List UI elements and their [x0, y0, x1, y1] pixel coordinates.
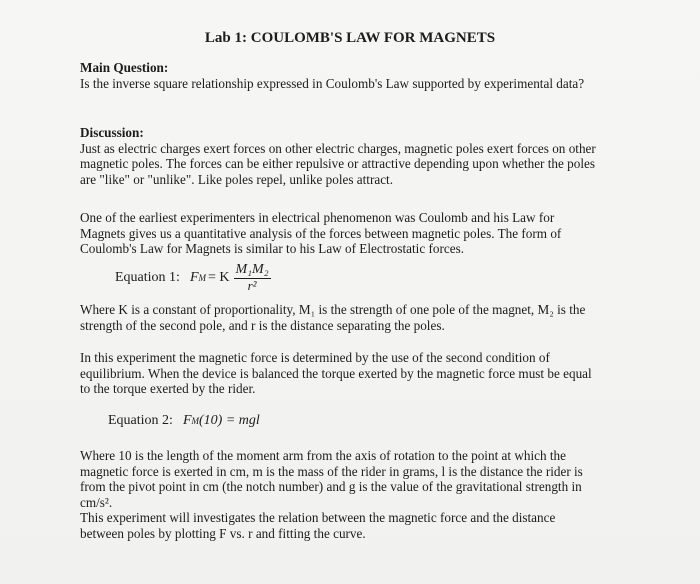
main-question-text: Is the inverse square relationship expressed in Coulomb's Law supported by experimental data? — [80, 75, 585, 91]
equation-2-label: Equation 2: — [108, 413, 173, 428]
closing-text: This experiment will investigates the relation between the magnetic force and the distance between poles by plotting F vs. r and fitting the curve. — [80, 510, 556, 541]
where-k-text: Where K is a constant of proportionality, M₁ is the strength of one pole of the magnet, M₂ is the strength of the second pole, and r is the distance separating the poles. — [80, 302, 586, 333]
discussion-section — [80, 125, 600, 187]
discussion-paragraph-2: One of the earliest experimenters in electrical phenomenon was Coulomb and his Law for Magnets gives us a quantitative analysis of the forces between magnetic poles. The form of Coulomb's Law for Magnets is similar to his Law of Electrostatic forces. — [80, 210, 562, 256]
equation-1-lhs: F — [189, 269, 199, 285]
equation-2-lhs: F — [182, 413, 192, 428]
where-10-text: Where 10 is the length of the moment arm from the axis of rotation to the point at which the magnetic force is exerted in cm, m is the mass of the rider in grams, l is the distance the rider is from the pivot point in cm (the notch number) and g is the value of the gravitational strength in cm/s². — [80, 448, 583, 510]
equation-1-equals: = K — [208, 269, 230, 285]
experiment-block — [80, 350, 600, 397]
discussion-heading: Discussion: — [80, 125, 144, 140]
equation-1-label: Equation 1: — [115, 269, 180, 285]
discussion-paragraph-1: Just as electric charges exert forces on other electric charges, magnetic poles exert forces on other magnetic poles. The forces can be either repulsive or attractive depending upon whether the poles are "like" or "unlike". Like poles repel, unlike poles attract. — [80, 140, 596, 187]
equation-2 — [108, 412, 260, 430]
equation-2-lhs-sub: M — [191, 416, 199, 426]
discussion-paragraph-2-block — [80, 210, 600, 257]
equation-1-numerator: M₁M₂ — [235, 262, 269, 277]
main-question-section — [80, 60, 600, 91]
page-title: Lab 1: COULOMB'S LAW FOR MAGNETS — [204, 30, 496, 46]
main-question-heading: Main Question: — [80, 60, 169, 75]
equation-1-denominator: r² — [247, 278, 257, 293]
equation-1-lhs-sub: M — [198, 272, 206, 283]
equation-1 — [115, 262, 271, 293]
where-k-block — [80, 302, 600, 333]
where-10-block — [80, 448, 600, 541]
experiment-text: In this experiment the magnetic force is determined by the use of the second condition of equilibrium. When the device is balanced the torque exerted by the magnetic force must be equal to the torque exerted by the rider. — [80, 350, 592, 396]
equation-2-rhs: (10) = mgl — [199, 413, 260, 428]
equation-1-fraction — [234, 262, 271, 293]
